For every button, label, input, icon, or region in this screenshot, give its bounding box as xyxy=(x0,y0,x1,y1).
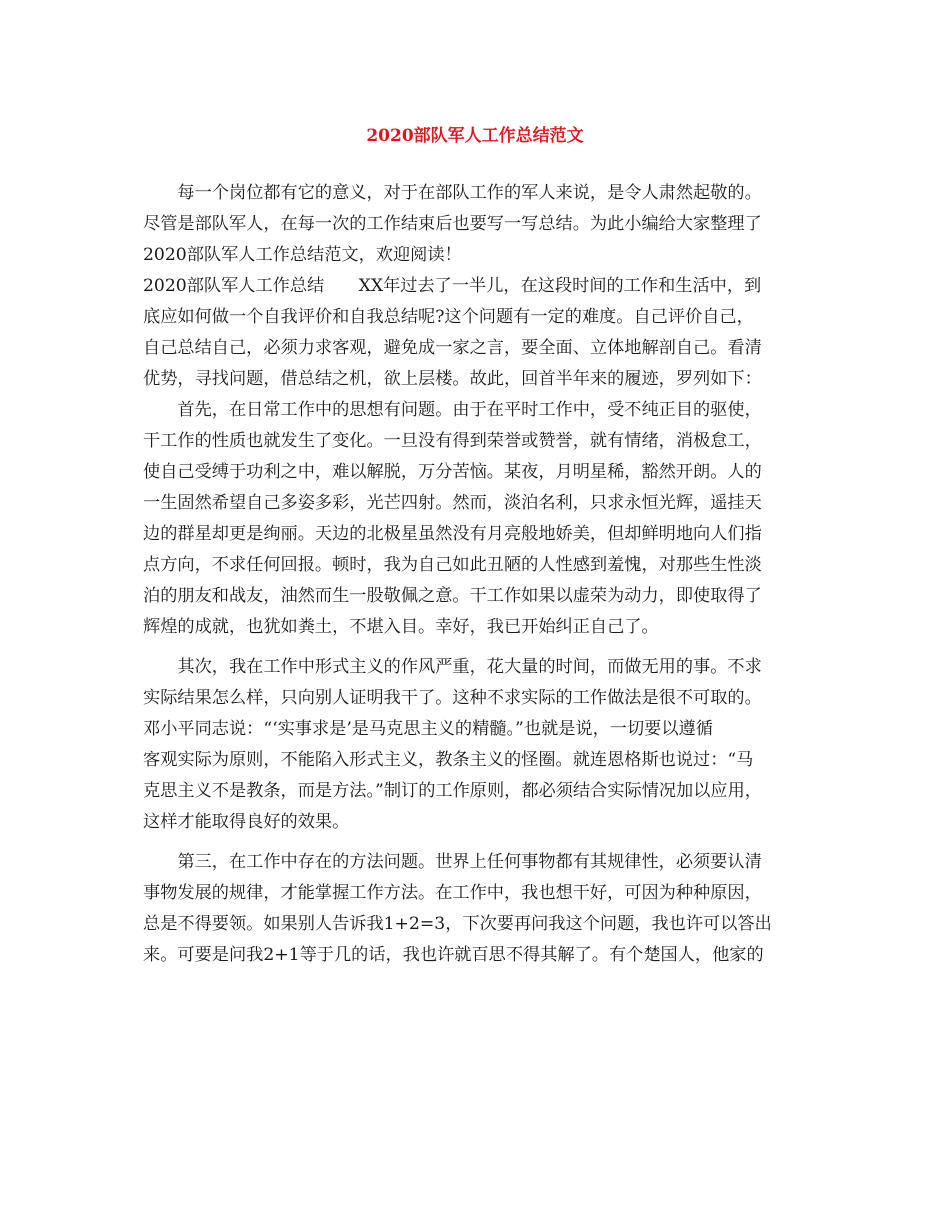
text-line: 辉煌的成就，也犹如粪土，不堪入目。幸好，我已开始纠正自己了。 xyxy=(143,617,659,637)
text-line: 第三，在工作中存在的方法问题。世界上任何事物都有其规律性，必须要认清 xyxy=(143,852,762,872)
text-line: 2020部队军人工作总结范文，欢迎阅读！ xyxy=(143,245,462,265)
text-line: 首先，在日常工作中的思想有问题。由于在平时工作中，受不纯正目的驱使， xyxy=(143,400,762,420)
text-line: 克思主义不是教条，而是方法。”制订的工作原则，都必须结合实际情况加以应用， xyxy=(143,781,762,801)
text-line: 总是不得要领。如果别人告诉我1+2=3，下次要再问我这个问题，我也许可以答出 xyxy=(143,914,772,934)
paragraph-first-point xyxy=(143,395,815,643)
text-line: 优势，寻找问题，借总结之机，欲上层楼。故此，回首半年来的履迹，罗列如下： xyxy=(143,369,762,389)
text-line: 事物发展的规律，才能掌握工作方法。在工作中，我也想干好，可因为种种原因， xyxy=(143,883,762,903)
paragraph-second-point xyxy=(143,652,815,838)
text-line: 其次，我在工作中形式主义的作风严重，花大量的时间，而做无用的事。不求 xyxy=(143,657,762,677)
text-line: 泊的朋友和战友，油然而生一股敬佩之意。干工作如果以虚荣为动力，即使取得了 xyxy=(143,586,762,606)
text-line: 干工作的性质也就发生了变化。一旦没有得到荣誉或赞誉，就有情绪，消极怠工， xyxy=(143,431,762,451)
text-line: 边的群星却更是绚丽。天边的北极星虽然没有月亮般地娇美，但却鲜明地向人们指 xyxy=(143,524,762,544)
text-line: 一生固然希望自己多姿多彩，光芒四射。然而，淡泊名利，只求永恒光辉，遥挂天 xyxy=(143,493,762,513)
text-line: 尽管是部队军人，在每一次的工作结束后也要写一写总结。为此小编给大家整理了 xyxy=(143,214,762,234)
text-line: 2020部队军人工作总结 XX年过去了一半儿，在这段时间的工作和生活中，到 xyxy=(143,276,762,296)
paragraph-intro xyxy=(143,178,815,271)
text-line: 底应如何做一个自我评价和自我总结呢?这个问题有一定的难度。自己评价自己， xyxy=(143,307,754,327)
text-line: 这样才能取得良好的效果。 xyxy=(143,812,350,832)
text-line: 来。可要是问我2+1等于几的话，我也许就百思不得其解了。有个楚国人，他家的 xyxy=(143,945,764,965)
text-line: 每一个岗位都有它的意义，对于在部队工作的军人来说，是令人肃然起敬的。 xyxy=(143,183,762,203)
text-line: 邓小平同志说：“‘实事求是’是马克思主义的精髓。”也就是说，一切要以遵循 xyxy=(143,719,713,739)
paragraph-summary-opening xyxy=(143,271,815,395)
paragraph-third-point xyxy=(143,847,815,971)
text-line: 实际结果怎么样，只向别人证明我干了。这种不求实际的工作做法是很不可取的。 xyxy=(143,688,762,708)
document-body xyxy=(143,178,815,971)
text-line: 自己总结自己，必须力求客观，避免成一家之言，要全面、立体地解剖自己。看清 xyxy=(143,338,762,358)
text-line: 使自己受缚于功利之中，难以解脱，万分苦恼。某夜，月明星稀，豁然开朗。人的 xyxy=(143,462,762,482)
text-line: 客观实际为原则，不能陷入形式主义，教条主义的怪圈。就连恩格斯也说过：“马 xyxy=(143,750,754,770)
document-title: 2020部队军人工作总结范文 xyxy=(366,126,584,146)
text-line: 点方向，不求任何回报。顿时，我为自己如此丑陋的人性感到羞愧，对那些生性淡 xyxy=(143,555,762,575)
